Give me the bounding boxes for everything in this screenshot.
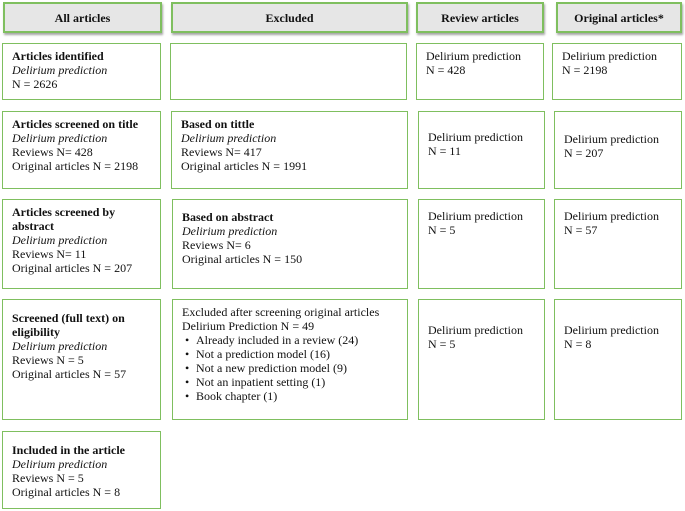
box-label: Delirium prediction bbox=[428, 209, 523, 223]
list-item: • Not an inpatient setting (1) bbox=[196, 375, 398, 389]
box-reviews: Reviews N= 428 bbox=[12, 145, 93, 159]
box-subtitle: Delirium prediction bbox=[12, 131, 108, 145]
box-screened-fulltext bbox=[2, 299, 161, 420]
box-count: Delirium Prediction N = 49 bbox=[182, 319, 315, 333]
header-all-articles: All articles bbox=[3, 2, 162, 33]
box-title: Articles screened by abstract bbox=[12, 205, 116, 233]
box-title: Articles identified bbox=[12, 49, 104, 63]
box-originals: Original articles N = 150 bbox=[182, 252, 303, 266]
box-subtitle: Delirium prediction bbox=[12, 233, 108, 247]
box-originals: Original articles N = 2198 bbox=[12, 159, 139, 173]
box-count: N = 2626 bbox=[12, 77, 58, 91]
box-label: Delirium prediction bbox=[564, 209, 659, 223]
header-original-articles: Original articles* bbox=[556, 2, 682, 33]
box-title: Screened (full text) on eligibility bbox=[12, 311, 125, 339]
box-count: N = 8 bbox=[564, 337, 592, 351]
box-reviews: Reviews N = 5 bbox=[12, 353, 84, 367]
list-item: • Book chapter (1) bbox=[196, 389, 398, 403]
header-review-articles: Review articles bbox=[416, 2, 544, 33]
box-articles-identified bbox=[2, 43, 161, 100]
list-item: • Already included in a review (24) bbox=[196, 333, 398, 347]
box-review-identified bbox=[416, 43, 544, 100]
box-label: Delirium prediction bbox=[428, 323, 523, 337]
box-title: Included in the article bbox=[12, 443, 125, 457]
box-count: N = 2198 bbox=[562, 63, 608, 77]
box-review-fulltext bbox=[418, 299, 545, 420]
box-review-abstract bbox=[418, 199, 545, 289]
list-item: • Not a new prediction model (9) bbox=[196, 361, 398, 375]
box-subtitle: Delirium prediction bbox=[12, 63, 108, 77]
box-count: N = 5 bbox=[428, 337, 456, 351]
list-item: • Not a prediction model (16) bbox=[196, 347, 398, 361]
box-excluded-abstract bbox=[172, 199, 408, 289]
box-title: Based on abstract bbox=[182, 210, 274, 224]
box-originals: Original articles N = 8 bbox=[12, 485, 121, 499]
box-count: N = 11 bbox=[428, 144, 461, 158]
box-label: Delirium prediction bbox=[426, 49, 521, 63]
box-excluded-empty bbox=[170, 43, 407, 100]
box-subtitle: Delirium prediction bbox=[12, 457, 108, 471]
box-excluded-title bbox=[171, 111, 408, 189]
box-reviews: Reviews N= 11 bbox=[12, 247, 87, 261]
box-review-title bbox=[418, 111, 545, 189]
box-reviews: Reviews N= 417 bbox=[181, 145, 262, 159]
box-original-identified bbox=[552, 43, 682, 100]
box-originals: Original articles N = 57 bbox=[12, 367, 127, 381]
box-heading: Excluded after screening original articles bbox=[182, 305, 380, 319]
box-screened-title bbox=[2, 111, 161, 189]
box-label: Delirium prediction bbox=[564, 132, 659, 146]
exclusion-reasons-list bbox=[182, 333, 398, 403]
box-label: Delirium prediction bbox=[428, 130, 523, 144]
box-count: N = 428 bbox=[426, 63, 466, 77]
box-included bbox=[2, 431, 161, 509]
box-subtitle: Delirium prediction bbox=[12, 339, 108, 353]
box-excluded-fulltext bbox=[172, 299, 408, 420]
box-original-fulltext bbox=[554, 299, 682, 420]
box-original-title bbox=[554, 111, 682, 189]
box-label: Delirium prediction bbox=[562, 49, 657, 63]
box-originals: Original articles N = 207 bbox=[12, 261, 133, 275]
box-count: N = 5 bbox=[428, 223, 456, 237]
box-label: Delirium prediction bbox=[564, 323, 659, 337]
box-count: N = 207 bbox=[564, 146, 604, 160]
box-title: Based on tittle bbox=[181, 117, 255, 131]
box-original-abstract bbox=[554, 199, 682, 289]
box-title: Articles screened on title bbox=[12, 117, 139, 131]
box-subtitle: Delirium prediction bbox=[182, 224, 278, 238]
box-reviews: Reviews N = 5 bbox=[12, 471, 84, 485]
box-count: N = 57 bbox=[564, 223, 598, 237]
box-reviews: Reviews N= 6 bbox=[182, 238, 251, 252]
header-excluded: Excluded bbox=[171, 2, 408, 33]
box-originals: Original articles N = 1991 bbox=[181, 159, 308, 173]
box-screened-abstract bbox=[2, 199, 161, 289]
box-subtitle: Delirium prediction bbox=[181, 131, 277, 145]
